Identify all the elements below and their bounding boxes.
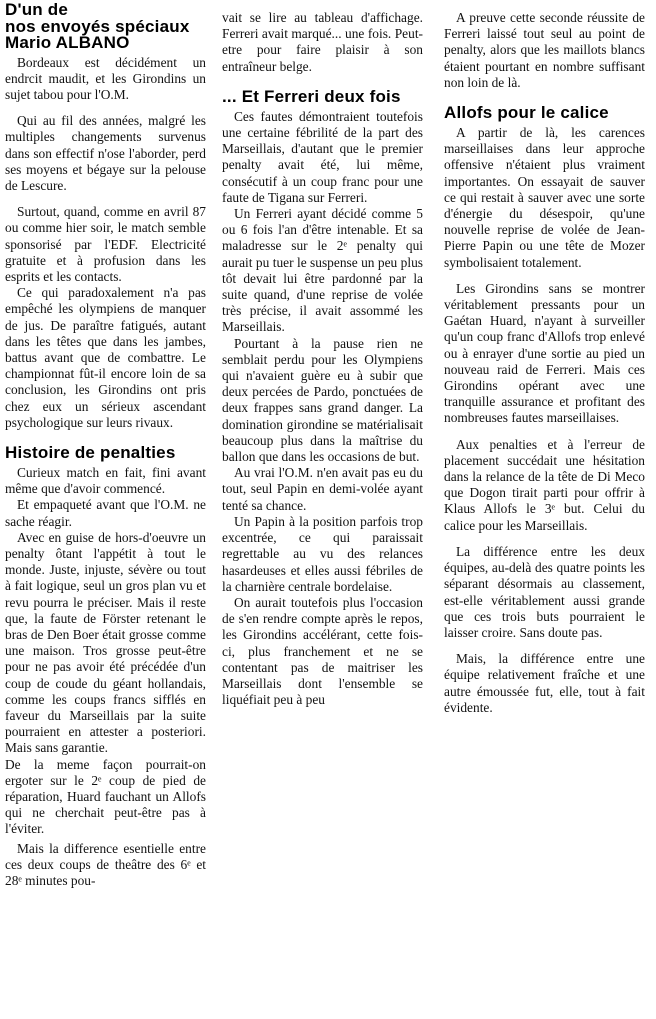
byline-line-1: D'un de: [5, 0, 69, 19]
paragraph: Curieux match en fait, fini avant même que d'avoir commencé.: [5, 464, 206, 497]
subheading: ... Et Ferreri deux fois: [222, 86, 401, 106]
paragraph: Pourtant à la pause rien ne semblait perdu pour les Olympiens qui n'avaient guère eu à subir que deux percées de Pardo, ponctuées de deux frappes sans grand danger. La domination girondine se matérialisait beaucoup plus dans la maîtrise du ballon que dans les occasions de but.: [222, 335, 423, 465]
paragraph: Un Ferreri ayant décidé comme 5 ou 6 fois l'an d'être intenable. Et sa maladresse sur le 2ᵉ penalty qui aurait pu tuer le suspense un peu plus tôt devait lui être pardonné par la suite quand, d'une reprise de volée très précise, il avait assommé les Marseillais.: [222, 206, 423, 335]
paragraph: Et empaqueté avant que l'O.M. ne sache réagir.: [5, 497, 206, 529]
paragraph: Qui au fil des années, malgré les multiples changements survenus dans son effectif n'ose l'aborder, perd ses moyens et bégaye sur la pelouse de Lescure.: [5, 113, 206, 193]
byline: [5, 2, 206, 52]
column-2: [222, 10, 423, 708]
paragraph: Un Papin à la position parfois trop excentrée, ce qui paraissait regrettable au vu des relances hasardeuses et elles aussi fébriles de la charnière centrale bordelaise.: [222, 513, 423, 594]
paragraph: On aurait toutefois plus l'occasion de s'en rendre compte après le repos, les Girondins accélérant, cette fois-ci, plus franchement et ne se contentant pas de maitriser les Marseillais dont l'ensemble se liquéfiait peu à peu: [222, 594, 423, 708]
paragraph: Surtout, quand, comme en avril 87 ou comme hier soir, le match semble sponsorisé par l'EDF. Electricité gratuite et à profusion dans les esprits et les contacts.: [5, 204, 206, 284]
subheading: Allofs pour le calice: [444, 103, 609, 123]
paragraph: La différence entre les deux équipes, au-delà des quatre points les séparant désormais au classement, est-elle véritablement aussi grande que ces trois buts pourraient le laisser croire. Sans doute pas.: [444, 543, 645, 640]
column-3: [444, 10, 645, 716]
paragraph: Les Girondins sans se montrer véritablement pressants pour un Gaétan Huard, n'ayant à surveiller qu'un coup franc d'Allofs trop enlevé ou à enrayer d'une sortie au pied un nouveau raid de Ferreri. Mais ces Girondins opérant avec une tranquille assurance et profitant des nombreuses fautes marseillaises.: [444, 280, 645, 426]
byline-line-2: nos envoyés spéciaux: [5, 16, 190, 36]
paragraph: Ce qui paradoxalement n'a pas empêché les olympiens de manquer de jus. De paraître fatigués, autant dans les têtes que dans les jambes, battus avant que de combattre. Le championnat fût-il encore loin de sa conclusion, les Girondins ont pris chez eux un sérieux ascendant psychologique sur leurs rivaux.: [5, 285, 206, 430]
paragraph: De la meme façon pourrait-on ergoter sur le 2ᵉ coup de pied de réparation, Huard fauchant un Allofs qui ne cherchait peut-être pas à l'éviter.: [5, 756, 206, 837]
paragraph: A partir de là, les carences marseillaises dans leur approche offensive n'étaient plus vraiment importantes. On essayait de sauver ce qui restait à sauver avec une sorte d'énergie du désespoir, qu'une nouvelle reprise de volée de Jean-Pierre Papin ou une tête de Mozer symbolisaient totalement.: [444, 125, 645, 270]
subheading: Histoire de penalties: [5, 442, 176, 462]
byline-author: Mario ALBANO: [5, 33, 130, 52]
paragraph: Aux penalties et à l'erreur de placement succédait une hésitation dans la relance de la tête de Di Meco que Dogon tirait parti pour offrir à Klaus Allofs le 3ᵉ but. Celui du calice pour les Marseillais.: [444, 436, 645, 533]
paragraph: Au vrai l'O.M. n'en avait pas eu du tout, seul Papin en demi-volée ayant tenté sa chance.: [222, 465, 423, 513]
paragraph: A preuve cette seconde réussite de Ferreri laissé tout seul au point de penalty, alors que les maillots blancs étaient pourtant en nombre suffisant non loin de là.: [444, 10, 645, 90]
paragraph: Mais, la différence entre une équipe relativement fraîche et une autre émoussée fut, elle, tout à fait évidente.: [444, 651, 645, 715]
paragraph: Bordeaux est décidément un endrcit maudit, et les Girondins un sujet tabou pour l'O.M.: [5, 54, 206, 102]
paragraph: Ces fautes démontraient toutefois une certaine fébrilité de la part des Marseillais, d'autant que le premier penalty avait été, lui même, consécutif à un coup franc pour une faute de Tigana sur Ferreri.: [222, 108, 423, 205]
paragraph: vait se lire au tableau d'affichage. Ferreri avait marqué... une fois. Peut-etre pour faire plaisir à son entraîneur belge.: [222, 10, 423, 74]
column-1: [5, 2, 206, 889]
paragraph: Mais la difference esentielle entre ces deux coups de theâtre des 6ᵉ et 28ᵉ minutes pou-: [5, 840, 206, 889]
paragraph: Avec en guise de hors-d'oeuvre un penalty ôtant l'appétit à tout le monde. Juste, injuste, sévère ou tout à fait logique, seul un gros plan vu et revu pourra le préciser. Mais il reste que, la faute de Förster retenant le bras de Den Boer était grosse comme une maison. Tros grosse peut-être pour ne pas avoir été précédée d'un coup de coude du géant hollandais, comme les coups francs sifflés en faveur du Marseillais par la suite pourraient en attester a posteriori. Mais sans garantie.: [5, 529, 206, 756]
